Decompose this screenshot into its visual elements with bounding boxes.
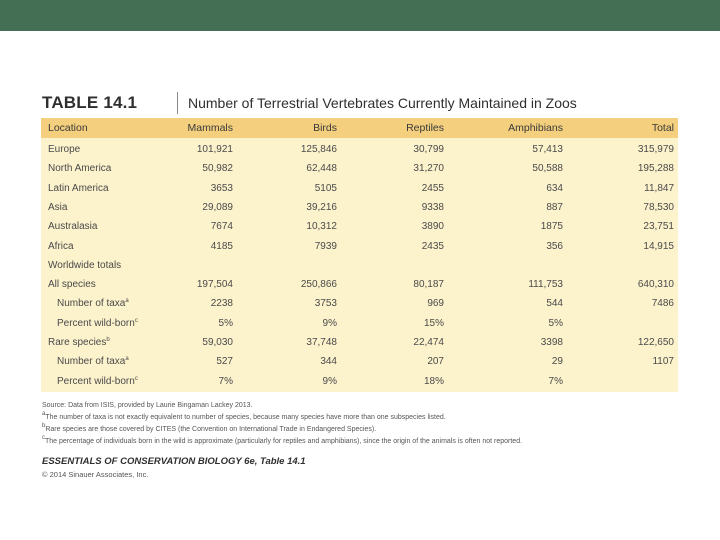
table-cell: 2455 — [421, 182, 444, 194]
table-cell: 7486 — [651, 298, 674, 310]
table-cell: 9338 — [421, 201, 444, 213]
column-header-amphibians: Amphibians — [508, 122, 563, 134]
column-header-birds: Birds — [313, 122, 337, 134]
row-label: All species — [48, 279, 96, 291]
row-label: Asia — [48, 201, 68, 213]
table-cell: 37,748 — [306, 337, 337, 348]
table-number: TABLE 14.1 — [42, 93, 138, 112]
table-cell: 315,979 — [637, 144, 674, 155]
table-cell: 7% — [548, 375, 563, 387]
title-divider — [177, 92, 178, 114]
column-header-reptiles: Reptiles — [406, 122, 444, 134]
table-cell: 969 — [427, 298, 444, 310]
table-cell: 5% — [548, 317, 563, 329]
table-cell: 195,288 — [637, 163, 674, 175]
table-cell: 197,504 — [196, 279, 233, 291]
table-cell: 10,312 — [306, 221, 337, 233]
row-label: Rare species$^b$ — [48, 337, 110, 348]
table-cell: 2435 — [421, 240, 444, 252]
copyright: © 2014 Sinauer Associates, Inc. — [42, 470, 149, 479]
table-cell: 111,753 — [528, 279, 563, 291]
table-title: Number of Terrestrial Vertebrates Currently Maintained in Zoos — [188, 95, 577, 111]
footnote: $^a$The number of taxa is not exactly equivalent to number of species, because many species have more than one subspecies listed. — [42, 411, 446, 421]
column-header-total: Total — [651, 122, 674, 134]
column-header-mammals: Mammals — [187, 122, 233, 134]
table-cell: 7939 — [314, 240, 337, 252]
table-cell: 4185 — [210, 240, 233, 252]
table-cell: 39,216 — [306, 201, 337, 213]
table-cell: 31,270 — [413, 163, 444, 175]
table-cell: 640,310 — [637, 279, 674, 291]
data-table — [41, 118, 678, 392]
table-cell: 62,448 — [306, 163, 337, 175]
table-cell: 11,847 — [644, 182, 674, 194]
row-label: Number of taxa$^a$ — [57, 356, 129, 368]
table-cell: 9% — [322, 317, 337, 329]
footnote: $^b$Rare species are those covered by CITES (the Convention on International Trade in Endangered Species). — [42, 423, 377, 433]
table-cell: 125,846 — [300, 144, 337, 155]
table-cell: 50,982 — [202, 163, 233, 175]
table-cell: 356 — [546, 240, 563, 252]
table-cell: 59,030 — [202, 337, 233, 348]
table-cell: 634 — [546, 182, 563, 194]
row-label: Australasia — [48, 221, 98, 233]
table-cell: 7% — [218, 375, 233, 387]
table-cell: 18% — [423, 375, 444, 387]
table-cell: 3753 — [314, 298, 337, 310]
table-cell: 122,650 — [637, 337, 674, 348]
row-label: Percent wild-born$^c$ — [57, 317, 138, 329]
table-cell: 78,530 — [643, 201, 674, 213]
row-label: Worldwide totals — [48, 259, 122, 271]
table-cell: 5% — [218, 317, 233, 329]
footnote: Source: Data from ISIS, provided by Laurie Bingaman Lackey 2013. — [42, 402, 253, 409]
table-cell: 2238 — [210, 298, 233, 310]
table-cell: 30,799 — [413, 144, 444, 155]
table-cell: 14,915 — [643, 240, 674, 252]
top-accent-bar — [0, 0, 720, 31]
table-cell: 207 — [427, 356, 444, 368]
table-cell: 344 — [320, 356, 337, 368]
table-cell: 3398 — [540, 337, 563, 348]
table-cell: 527 — [216, 356, 233, 368]
table-cell: 57,413 — [532, 144, 563, 155]
table-cell: 3653 — [210, 182, 233, 194]
table-cell: 50,588 — [532, 163, 563, 175]
row-label: Africa — [48, 240, 74, 252]
table-cell: 5105 — [314, 182, 337, 194]
table-cell: 22,474 — [413, 337, 444, 348]
table-cell: 15% — [423, 317, 444, 329]
table-heading — [42, 93, 682, 115]
table-cell: 80,187 — [413, 279, 444, 291]
footnote: $^c$The percentage of individuals born in the wild is approximate (particularly for reptiles and amphibians), since the origin of the animals is often not reported. — [42, 435, 523, 445]
table-cell: 1875 — [540, 221, 563, 233]
column-header-location: Location — [48, 122, 88, 134]
row-label: Latin America — [48, 182, 109, 194]
row-label: Percent wild-born$^c$ — [57, 375, 138, 387]
table-cell: 29,089 — [202, 201, 233, 213]
table-cell: 250,866 — [300, 279, 337, 291]
row-label: Number of taxa$^a$ — [57, 298, 129, 310]
table-cell: 1107 — [652, 356, 674, 368]
table-cell: 101,921 — [196, 144, 233, 155]
row-label: North America — [48, 163, 112, 175]
table-cell: 887 — [546, 201, 563, 213]
table-cell: 3890 — [421, 221, 444, 233]
book-title: ESSENTIALS OF CONSERVATION BIOLOGY 6e, Table 14.1 — [42, 456, 306, 467]
row-label: Europe — [48, 144, 81, 155]
table-cell: 7674 — [210, 221, 233, 233]
table-cell: 29 — [551, 356, 563, 368]
table-cell: 23,751 — [643, 221, 674, 233]
table-cell: 544 — [546, 298, 563, 310]
table-cell: 9% — [322, 375, 337, 387]
